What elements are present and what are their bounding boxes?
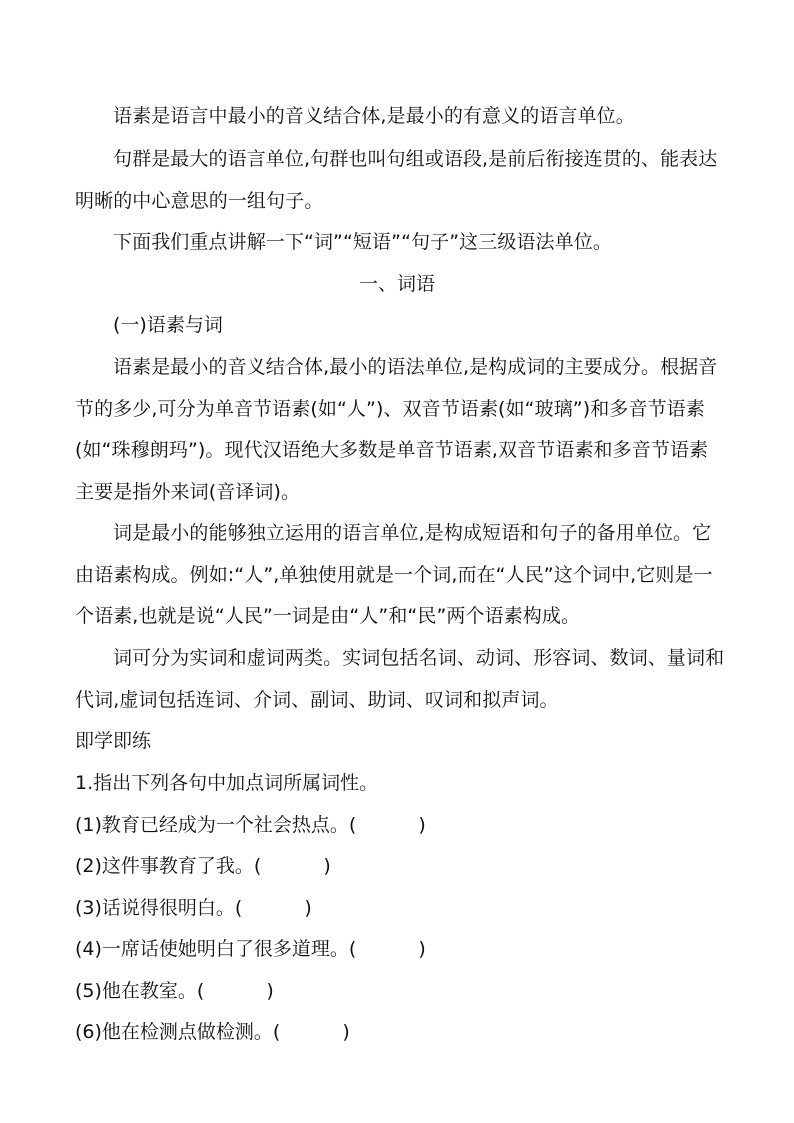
exercise-item-text: (6)他在检测点做检测。( xyxy=(75,1021,281,1043)
exercise-item-text: (1)教育已经成为一个社会热点。( xyxy=(75,814,357,836)
paragraph-sentence-group: 句群是最大的语言单位,句群也叫句组或语段,是前后衔接连贯的、能表达明晰的中心意思的一组句子。 xyxy=(75,148,718,212)
exercise-title: 即学即练 xyxy=(75,730,152,752)
exercise-item xyxy=(75,971,725,1013)
subheading-morpheme-and-word: (一)语素与词 xyxy=(113,314,223,336)
exercise-question: 1.指出下列各句中加点词所属词性。 xyxy=(75,772,379,794)
exercise-item xyxy=(75,1012,725,1054)
exercise-item-text: (4)一席话使她明白了很多道理。( xyxy=(75,938,357,960)
exercise-item xyxy=(75,929,725,971)
paragraph-morpheme-definition: 语素是语言中最小的音义结合体,是最小的有意义的语言单位。 xyxy=(113,105,635,127)
exercise-item-text: (3)话说得很明白。( xyxy=(75,897,243,919)
exercise-item-close: ) xyxy=(304,897,312,919)
exercise-item-text: (5)他在教室。( xyxy=(75,980,205,1002)
paragraph-intro: 下面我们重点讲解一下“词”“短语”“句子”这三级语法单位。 xyxy=(113,231,612,253)
exercise-item-close: ) xyxy=(342,1021,350,1043)
paragraph-word-classes: 词可分为实词和虚词两类。实词包括名词、动词、形容词、数词、量词和代词,虚词包括连词、介词、副词、助词、叹词和拟声词。 xyxy=(75,647,725,711)
exercise-item xyxy=(75,846,725,888)
exercise-item-close: ) xyxy=(418,938,426,960)
paragraph-morpheme-detail: 语素是最小的音义结合体,最小的语法单位,是构成词的主要成分。根据音节的多少,可分为单音节语素(如“人”)、双音节语素(如“玻璃”)和多音节语素(如“珠穆朗玛”)。现代汉语绝大多数是单音节语素,双音节语素和多音节语素主要是指外来词(音译词)。 xyxy=(75,356,718,503)
exercise-item-close: ) xyxy=(418,814,426,836)
section-heading: 一、词语 xyxy=(358,273,435,295)
exercise-item-close: ) xyxy=(323,855,331,877)
exercise-item-close: ) xyxy=(266,980,274,1002)
exercise-item xyxy=(75,888,725,930)
exercise-item-text: (2)这件事教育了我。( xyxy=(75,855,262,877)
paragraph-word-definition: 词是最小的能够独立运用的语言单位,是构成短语和句子的备用单位。它由语素构成。例如:“人”,单独使用就是一个词,而在“人民”这个词中,它则是一个语素,也就是说“人民”一词是由“人”和“民”两个语素构成。 xyxy=(75,522,713,627)
exercise-item xyxy=(75,805,725,847)
